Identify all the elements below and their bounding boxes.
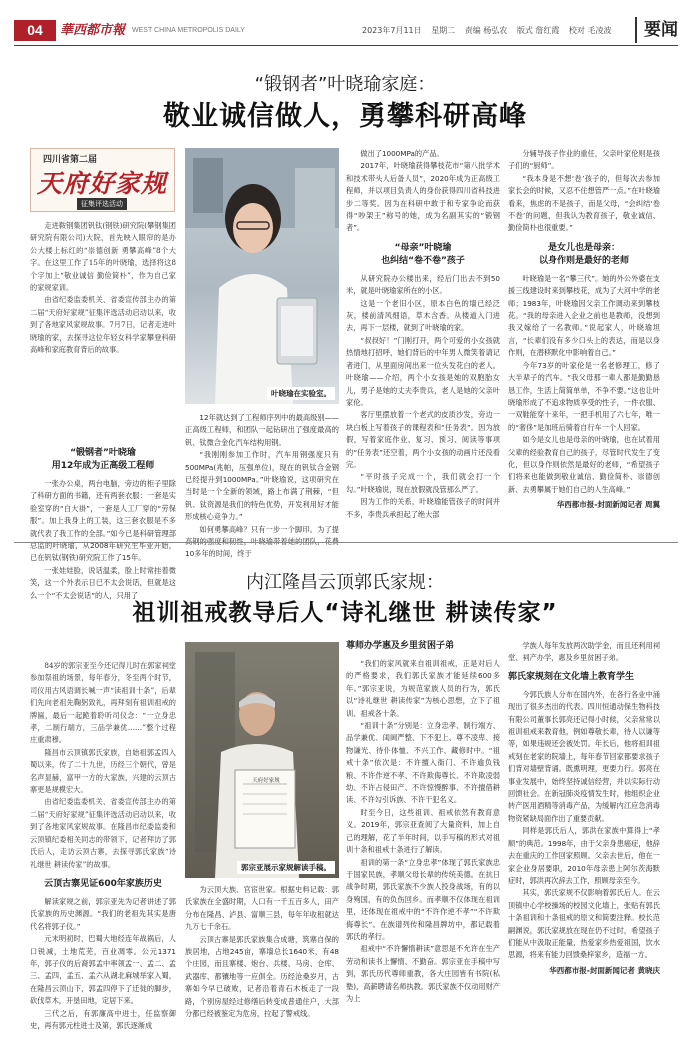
story2-photo — [185, 642, 339, 878]
story2-col3 — [346, 640, 500, 1034]
story2-kicker: 内江隆昌云顶郭氏家规： — [246, 572, 444, 593]
body-paragraph: 时至今日，这些祖训、祖戒依然有教育意义。2019年，郭宗亚查阅了大量资料，加上自己的理解，花了半年时间，以手写稿的形式对祖训十条和祖戒十条进行了解读。 — [346, 807, 500, 855]
body-paragraph: 学族人每年发放两次助学金，而且还利用祠堂、祠产办学，惠及乡里贫困子弟。 — [508, 641, 660, 663]
body-paragraph: 分辅导孩子作业的重任，父亲叶家伦则是孩子们的“厨师”。 — [508, 149, 660, 171]
intro-paragraph: 走进鞍钢集团钒钛(钢铁)研究院(攀钢集团研究院有限公司)大院，首先映入眼帘的是办公大楼上标红的“崇德创新 勇攀高峰”8个大字。在这里工作了15年的叶晓瑜，选择将这8个字加上“敬业诚信 勤俭简朴”，作为自己家的家规家训。 — [30, 221, 176, 293]
campaign-badge — [30, 148, 175, 212]
page-header — [14, 17, 678, 43]
badge-line2: 天府好家规 — [37, 169, 168, 198]
section-label: 要闻 — [635, 17, 678, 43]
proof-credit: 校对 毛凌波 — [568, 26, 612, 35]
body-paragraph: 一张娃娃脸，说话温柔，脸上时常挂着微笑，这一个外表示日已不太会说话，但就是这么一个“不太会说话”的人，只用了 — [30, 565, 176, 600]
body-paragraph: “叔叔好！”门刚打开，两个可爱的小女孩就热情地打招呼，她们背后的中年男人微笑着请记者进门，从里面房间出来一位头发花白的老人。叶晓瑜——介绍，两个小女孩是她的双胞胎女儿，男子是她的丈夫李贵兵，老人是她的父亲叶家伦。 — [346, 335, 500, 407]
body-paragraph: 叶晓瑜是一名“攀三代”。她的外公外婆在支援三线建设时来到攀枝花，成为了大河中学的老师；1983年，叶晓瑜因父亲工作调动来到攀枝花。“我的母亲进入企业之前也是教师，没想到我又嫁给了一名教师。”说起家人，叶晓瑜坦言，“长辈们没有多少口头上的表达，而是以身作则，在潜移默化中影响着自己。” — [508, 273, 660, 358]
body-paragraph: 祖训的第一条“立身忠孝”体现了郭氏家族忠于国家民族，孝顺父母长辈的传统美德。在抗日战争时期，郭氏家族不少族人投身战场，有的以身殉国，有的负伤回乡。而孝顺不仅体现在祖训里，还体现在祖戒中的“不许作逆不孝”“不许欺侮尊长”。在族谱列传和隆昌牌坊中，都记载着郭氏的孝行。 — [346, 857, 500, 941]
header-meta — [362, 20, 618, 41]
story1-subhead3: 是女儿也是母亲： 以身作则是最好的老师 — [538, 242, 629, 266]
story2-subhead2: 尊师办学惠及乡里贫困子弟 — [346, 641, 455, 651]
badge-line1: 四川省第二届 — [43, 155, 98, 165]
story1-byline: 华西都市报-封面新闻记者 周翼 — [556, 500, 660, 510]
body-paragraph: 因为工作的关系，叶晓瑜能管孩子的时间并不多，李贵兵承担起了绝大部 — [346, 497, 500, 519]
story2-photo-caption: 郭宗亚展示家规解读手稿。 — [237, 861, 335, 874]
body-paragraph: 2017年，叶晓瑜获得攀枝花市“第八批学术和技术带头人后备人员”，2020年成为正高级工程师，并以项目负责人的身份获得四川省科技进步二等奖。因为在科研中敢于和专家争论而获得“吵架王”称号的她，成为名副其实的“锻钢者”。 — [346, 161, 500, 233]
body-paragraph: “我刚刚参加工作时，汽车用钢强度只有500MPa(兆帕，压强单位)，现在的钒钛合金钢已经提升到1000MPa。”叶晓瑜说，这项研究在当时是一个全新的领域，路上布满了荆棘，“但钒、钛资源是我们的特色优势，开发利用好才能形成核心竞争力。” — [185, 450, 339, 522]
body-paragraph: 今年73岁的叶家伦是一名老修理工，修了大半辈子的汽车。“我父母那一辈人都是勤勤恳恳工作，生活上简简单单，不争不要。”这也让叶晓瑜形成了不追求物质享受的性子，一件衣服、一双鞋能穿十来年，一把手机用了六七年，唯一的“奢侈”是加班后骑着自行车一个人回家。 — [508, 360, 660, 432]
body-paragraph: “我们的家风就来自祖训祖戒，正是对后人的严格要求，我们郭氏家族才能延续600多年。”郭宗亚说，为规范家族人员的行为，郭氏以“诗礼继世 耕读传家”为核心思想，立下了祖训、祖戒各十条。 — [346, 659, 500, 718]
body-paragraph: 如今是女儿也是母亲的叶晓瑜，也在试着用父辈的经验教育自己的孩子，尽管时代发生了变化，但以身作则依然是最好的老师，“希望孩子们将来也能做到敬业诚信、勤俭简朴、崇德创新、去勇攀属于她们自己的人生高峰。” — [508, 435, 660, 494]
issue-weekday: 星期二 — [431, 26, 456, 35]
body-paragraph: 云顶古寨是郭氏家族集合成塘，筑寨自保的族居地，占地245亩，寨墙总长1640米，有48个庄园，而且寨楼、炮台、兵楼、马房、仓库、武器库、都镶地等一应俱全。历经沧桑岁月，古寨如今早已破败，记者沿着青石木板走了一段路，个别房屋经过修缮后转变成普通住户，大部分都已经被鉴定为危房，拉起了警戒线。 — [185, 934, 339, 1019]
body-paragraph: 祖戒中“不许懈惰耕读”意思是不允许在生产劳动和读书上懈惰、不勤奋。郭宗亚在手稿中写到，郭氏历代尊师重教，各大庄园皆有书院(私塾)，高薪聘请名师执教。郭氏家族不仅动用财产为上 — [346, 944, 500, 1003]
story1-subhead2: “母亲”叶晓瑜 也纠结“卷不卷”孩子 — [381, 242, 465, 266]
story2-subhead3: 郭氏家规刻在文化墙上教育学生 — [508, 671, 635, 682]
body-paragraph: 今郭氏族人分布在国内外，在各行各业中涌现出了很多杰出的代表。四川恒通动保生物科技有限公司董事长郭亮还记得小时候，父亲常常以祖训祖戒来教育他，例如尊敬长辈，待人以谦等等，如果违规还会被处罚。年长后，他将祖训祖戒刻在老家的院墙上，每年春节回家都要求孩子们背对墙壁背诵。既熏明理，更要力行。郭亮在事业发展中，始终坚持诚信经营，并以实际行动回馈社会。在新冠肺炎疫情发生时，他组织企业转产医用酒精等消毒产品，为缓解内江应急消毒物资紧缺局面作出了重要贡献。 — [508, 689, 660, 823]
body-paragraph: 12年就达到了工程师序列中的最高级别——正高级工程师，和团队一起钻研出了强度最高的钒、钛微合金化汽车结构用钢。 — [185, 413, 339, 447]
story2-col1 — [30, 876, 176, 1034]
body-paragraph: 为云顶大族、官宦世家。根据史料记载：郭氏家族在全盛时期，人口有一千五百多人，田产分布在隆昌、泸县、富顺三县，每年年收租就达九万七千余石。 — [185, 885, 339, 932]
body-paragraph: 其实，郭氏家规不仅影响着郭氏后人。在云顶镇中心学校操场的校园文化墙上，张贴有郭氏十条祖训和十条祖戒的原文和简要注释。校长范嗣渊说，郭氏家规放在现在仍不过时，希望孩子们能从中汲取正能量，热爱家乡热爱祖国，饮水思源，将来有能力回馈桑梓家乡，造福一方。 — [508, 888, 660, 960]
editor-credit: 责编 杨弘农 — [464, 26, 508, 35]
elder-portrait-illustration — [185, 642, 339, 878]
story2-col2 — [185, 884, 339, 1034]
badge-line3: 征集评选活动 — [77, 198, 127, 210]
layout-credit: 版式 詹红霞 — [516, 26, 560, 35]
body-paragraph: 解读家规之前，郭宗亚先为记者讲述了郭氏家族的历史渊源。“我们的老祖先其实是唐代名将郭子仪。” — [30, 897, 176, 931]
body-paragraph: 这是一个老旧小区，原本白色的墙已经泛灰，楼前清风细语，草木含香。从楼道入门进去，再下一层楼，就到了叶晓瑜的家。 — [346, 298, 500, 333]
story2-subhead1: 云顶古寨见证600年家族历史 — [44, 879, 162, 889]
body-paragraph: “祖训十条”分别是：立身忠孝、制行端方、品学兼优、闺阃严整、下不犯上、尊不凌卑、接物谦光、待仆体恤、不兴工作、藏修时中。“祖戒十条”依次是：不许擅入衙门、不许逾负钱粮、不许作逆不孝、不许欺侮尊长、不许欺凌弱幼、不许占侵田产、不许惊慢醉事、不许擅借耕读、不许勾引诉族、不许干犯名义。 — [346, 721, 500, 805]
story1-headline: 敬业诚信做人，勇攀科研高峰 — [163, 101, 527, 132]
story1-subhead1: “锻钢者”叶晓瑜 用12年成为正高级工程师 — [51, 448, 155, 471]
story1-photo — [185, 148, 339, 404]
plaque-text: 天府好家规 — [252, 778, 280, 784]
newspaper-logo: 華西都市報 — [60, 23, 126, 38]
story1-intro — [30, 220, 176, 440]
story2-col4 — [508, 640, 660, 1034]
story2-byline: 华西都市报-封面新闻记者 黄晓庆 — [549, 965, 660, 975]
story2-headline: 祖训祖戒教导后人“诗礼继世 耕读传家” — [132, 600, 558, 626]
intro-paragraph: 84岁的郭宗亚至今还记得儿时在郭家祠堂参加祭祖的场景，每年春分，冬至两个时节，司仪用古风语调长喊一声“读祖训十条”，后辈们先向老祖先鞠躬致礼，再拜刻有祖训祖戒的牌匾，最后一起跪着聆听司仪念：“一立身忠孝，二制行端方，三品学兼优……”整个过程庄重肃穆。 — [30, 661, 176, 745]
body-paragraph: 一张办公桌，两台电脑，旁边的柜子里除了科研方面的书籍，还有两套衣服：一套是实验室穿的“白大褂”，一套是人工厂穿的“劳保服”。加上我身上的工装，这三套衣服是不多就代表了我工作的全部。”如今已是科研管理部总监的叶晓瑜，从2008年研究生毕业开始，已在钒钛(钢铁)研究院工作了15年。 — [30, 479, 176, 563]
issue-date: 2023年7月11日 — [362, 26, 422, 35]
intro-paragraph: 隆昌市云顶镇郭氏家族，自始祖郭孟四入蜀以来，传了二十九世，历经三个朝代，曾是名声显赫，富甲一方的大家族，兴建的云顶古寨更是规模宏大。 — [30, 747, 176, 795]
body-paragraph: 客厅里摆放着一个老式的皮质沙发，旁边一块白板上写着孩子的课程表和“任务表”。因为放假，写着家庭作业、复习、预习、阅读等事项的“任务表”还空着，两个小女孩的动画片还没看完。 — [346, 410, 500, 469]
lab-scene-illustration — [185, 148, 339, 404]
body-paragraph: 如何勇攀高峰？只有一步一个脚印。为了提高钢的强度和韧性，叶晓瑜带着她的团队，花费10多年的时间，终于 — [185, 524, 339, 559]
body-paragraph: 做出了1000MPa的产品。 — [360, 149, 444, 158]
page-number: 04 — [14, 20, 56, 41]
story1-kicker: “锻钢者”叶晓瑜家庭： — [254, 74, 436, 95]
intro-paragraph: 由省纪委监委机关、省委宣传部主办的第二届“天府好家规”征集评选活动启动以来，收到了各地家风家规故事。7月7日，记者走进叶晓瑜的家，去探寻这位年轻女科学家攀登科研高峰和家庭教育背后的故事。 — [30, 295, 176, 355]
body-paragraph: 同样是郭氏后人，郭洪在家族中算得上“孝顺”的典范。1998年，由于父亲身患癌症，他辞去在重庆的工作回家照顾。父亲去世后，他在一家企业身居要职，2010年母亲患上阿尔茨海默症时，郭洪再次辞去工作，照顾母亲至今。 — [508, 826, 660, 885]
story-divider — [14, 542, 678, 543]
header-rule — [14, 45, 678, 46]
story2-intro — [30, 660, 176, 872]
story1-photo-caption: 叶晓瑜在实验室。 — [267, 387, 335, 400]
body-paragraph: “我本身是不想‘卷’孩子的，但每次去参加家长会的时候，又忍不住想管严一点。”在叶晓瑜看来，焦虑的不是孩子，而是父母，“会纠结‘卷不卷’的问题，但我认为教育孩子，敬业诚信、勤俭简朴也很重要。” — [508, 173, 660, 233]
newspaper-english-name: WEST CHINA METROPOLIS DAILY — [132, 27, 245, 34]
body-paragraph: 从研究院办公楼出来，经后门出去不到50米，就是叶晓瑜家所在的小区。 — [346, 273, 500, 296]
body-paragraph: 三代之后，有郭廉高中进士，任监察御史，再有郭元柱进士及第，郭氏逐渐成 — [30, 1008, 176, 1031]
body-paragraph: 元末明初时，巴蜀大地经连年战祸后，人口锐减，土地荒芜，百业凋零。公元1371年，郭子仪的后裔郭孟中率领孟一、孟二、孟三、孟四，孟五、孟六从湖北麻城举家入蜀，在隆昌云顶山下，郭孟四停下了迁徙的脚步，砍伐草木，开垦田地，定居下来。 — [30, 934, 176, 1006]
intro-paragraph: 由省纪委监委机关、省委宣传部主办的第二届“天府好家规”征集评选活动启动以来，收到了各地家风家规故事。在隆昌市纪委监委和云顶镇纪委相关同志的带领下，记者拜访了郭氏后人，走访云顶古寨，去探寻郭氏家族“诗礼继世 耕读传家”的故事。 — [30, 797, 176, 869]
body-paragraph: “平时孩子完成一个，我们就会打一个勾。”叶晓瑜说，现在放假就没管那么严了。 — [346, 472, 500, 494]
